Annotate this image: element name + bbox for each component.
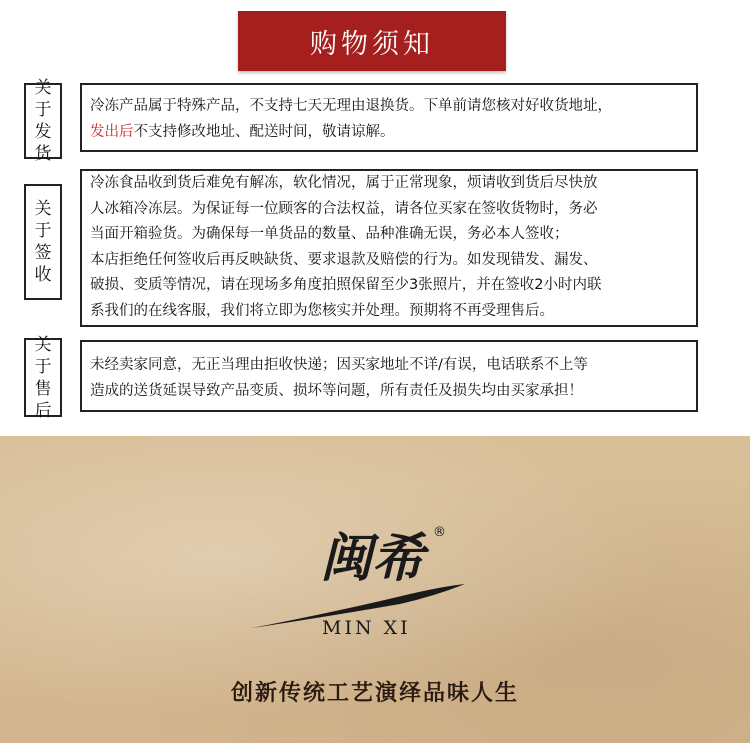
content-line — [90, 119, 688, 145]
content-line: 冷冻产品属于特殊产品，不支持七天无理由退换货。下单前请您核对好收货地址， — [90, 98, 612, 114]
registered-mark: ® — [433, 525, 446, 540]
label-char: 关 — [34, 199, 52, 219]
content-line: 人冰箱冷冻层。为保证每一位顾客的合法权益，请各位买家在签收货物时，务必 — [90, 200, 598, 217]
label-char: 于 — [34, 221, 52, 241]
content-line: 破损、变质等情况，请在现场多角度拍照保留至少3张照片，并在签收2小时内联 — [90, 277, 602, 293]
label-char: 收 — [34, 265, 52, 285]
brand-chinese: 闽希 — [320, 528, 425, 589]
content-line: 未经卖家同意，无正当理由拒收快递；因买家地址不详/有误，电话联系不上等 — [90, 357, 588, 373]
section-content-aftersales — [80, 340, 698, 412]
content-line: 冷冻食品收到货后难免有解冻，软化情况，属于正常现象，烦请收到货后尽快放 — [90, 175, 598, 191]
section-content-receipt — [80, 169, 698, 327]
label-char: 货 — [34, 144, 52, 164]
section-label-receipt — [24, 184, 62, 300]
highlight-text: 发出后 — [90, 124, 134, 140]
brand-slogan: 创新传统工艺演绎品味人生 — [230, 680, 519, 706]
label-char: 关 — [34, 334, 52, 355]
label-char: 于 — [34, 100, 52, 120]
brand-panel — [0, 436, 750, 743]
brand-logo — [250, 516, 480, 641]
label-char: 后 — [34, 400, 52, 421]
section-label-aftersales — [24, 334, 62, 421]
section-label-shipping — [24, 78, 62, 164]
content-line: 本店拒绝任何签收后再反映缺货、要求退款及赔偿的行为。如发现错发、漏发、 — [90, 251, 598, 268]
label-char: 于 — [34, 356, 52, 377]
label-char: 签 — [34, 243, 52, 263]
content-line: 当面开箱验货。为确保每一单货品的数量、品种准确无误，务必本人签收； — [90, 226, 569, 242]
page-title: 购物须知 — [238, 11, 506, 71]
content-line-rest: 不支持修改地址、配送时间，敬请谅解。 — [133, 124, 395, 140]
label-char: 发 — [34, 122, 52, 142]
content-line: 造成的送货延误导致产品变质、损坏等问题，所有责任及损失均由买家承担！ — [90, 383, 583, 399]
label-char: 售 — [34, 378, 52, 399]
brand-latin: MIN XI — [322, 617, 411, 639]
section-content-shipping — [80, 83, 698, 152]
content-line: 系我们的在线客服，我们将立即为您核实并处理。预期将不再受理售后。 — [90, 302, 554, 319]
label-char: 关 — [34, 78, 52, 98]
